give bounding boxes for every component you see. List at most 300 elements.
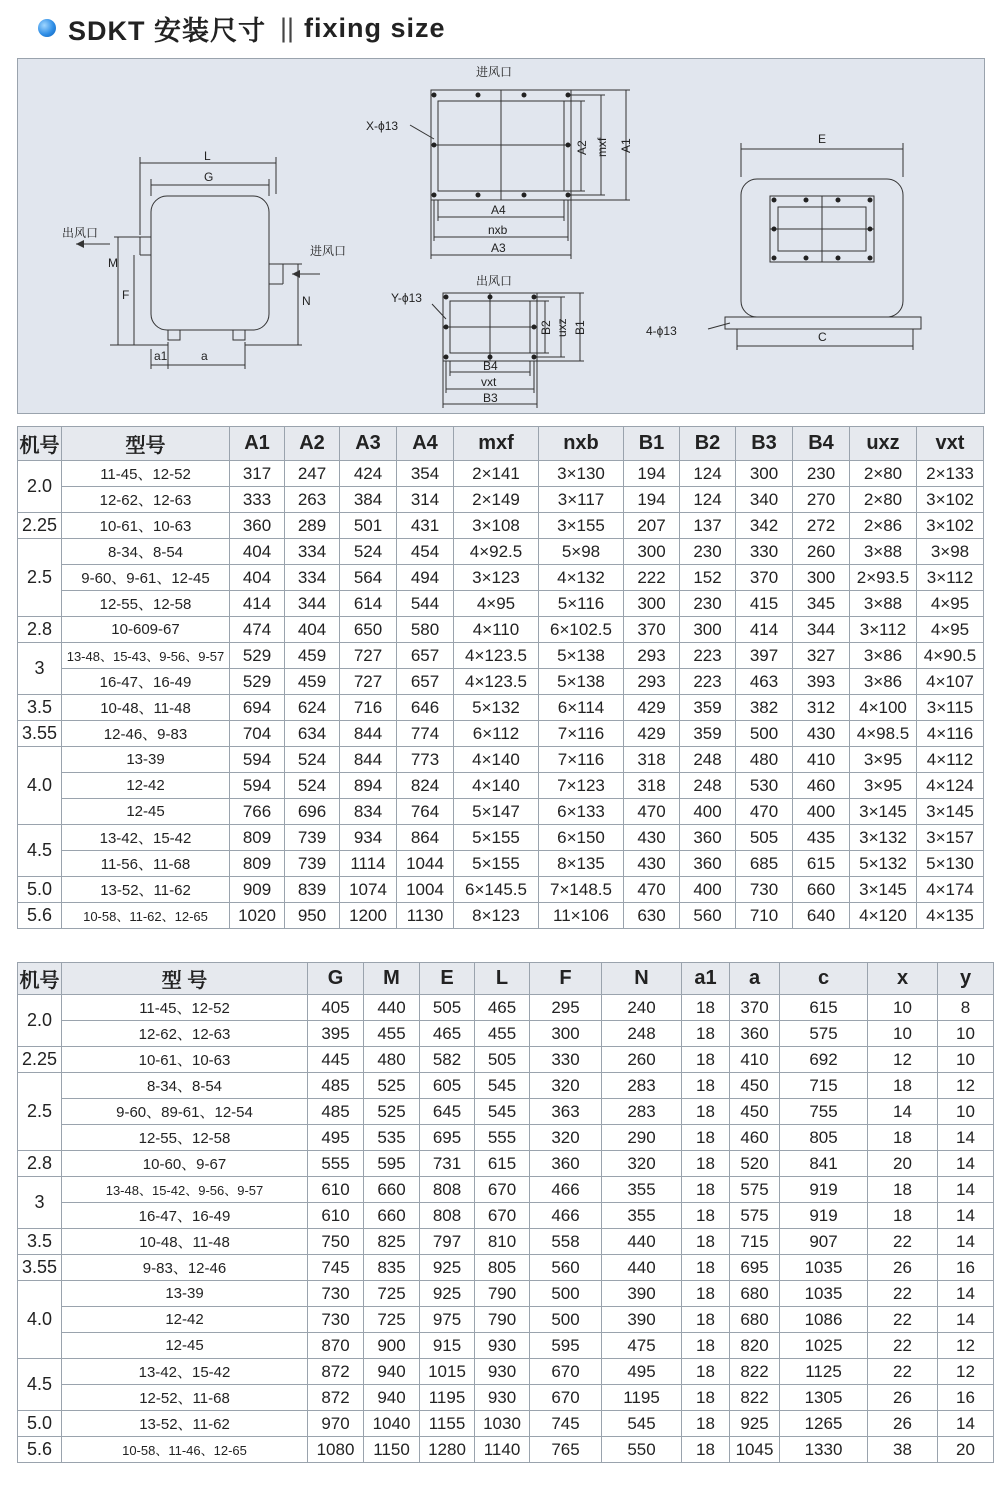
table-row [18,513,984,539]
machine-number-cell: 3.55 [18,721,62,747]
value-cell: 1155 [420,1411,475,1437]
machine-number-cell: 4.5 [18,1359,62,1411]
column-header: A1 [230,427,285,461]
value-cell: 495 [308,1125,364,1151]
machine-number-cell: 5.0 [18,1411,62,1437]
label-inlet-side: 进风口 [310,244,347,258]
value-cell: 8×135 [539,851,624,877]
value-cell: 529 [230,643,285,669]
value-cell: 6×102.5 [539,617,624,643]
value-cell: 6×145.5 [454,877,539,903]
model-cell: 10-609-67 [62,617,230,643]
value-cell: 4×92.5 [454,539,539,565]
value-cell: 300 [680,617,736,643]
value-cell: 270 [793,487,850,513]
value-cell: 333 [230,487,285,513]
table-row [18,1437,994,1463]
label-inlet-title: 进风口 [476,65,513,79]
value-cell: 20 [868,1151,938,1177]
value-cell: 680 [730,1307,780,1333]
value-cell: 2×133 [917,461,984,487]
value-cell: 615 [780,995,868,1021]
table-row [18,851,984,877]
value-cell: 495 [602,1359,682,1385]
value-cell: 657 [397,669,454,695]
table-row [18,695,984,721]
value-cell: 400 [793,799,850,825]
table-row [18,643,984,669]
machine-number-cell: 5.0 [18,877,62,903]
value-cell: 22 [868,1281,938,1307]
value-cell: 934 [340,825,397,851]
value-cell: 582 [420,1047,475,1073]
value-cell: 3×108 [454,513,539,539]
value-cell: 864 [397,825,454,851]
model-cell: 10-61、10-63 [62,1047,308,1073]
table-row [18,799,984,825]
value-cell: 765 [530,1437,602,1463]
value-cell: 470 [624,799,680,825]
value-cell: 465 [475,995,530,1021]
value-cell: 680 [730,1281,780,1307]
value-cell: 730 [308,1281,364,1307]
value-cell: 18 [682,995,730,1021]
value-cell: 18 [682,1021,730,1047]
value-cell: 646 [397,695,454,721]
table-row [18,1203,994,1229]
model-cell: 16-47、16-49 [62,669,230,695]
machine-number-cell: 5.6 [18,903,62,929]
value-cell: 10 [938,1099,994,1125]
value-cell: 580 [397,617,454,643]
value-cell: 950 [285,903,340,929]
value-cell: 925 [420,1255,475,1281]
column-header: B3 [736,427,793,461]
value-cell: 695 [420,1125,475,1151]
column-header: 型号 [62,427,230,461]
value-cell: 395 [308,1021,364,1047]
value-cell: 1080 [308,1437,364,1463]
label-M: M [108,256,118,270]
value-cell: 930 [475,1333,530,1359]
value-cell: 650 [340,617,397,643]
value-cell: 223 [680,669,736,695]
value-cell: 907 [780,1229,868,1255]
value-cell: 501 [340,513,397,539]
value-cell: 7×116 [539,721,624,747]
value-cell: 10 [868,995,938,1021]
model-cell: 13-42、15-42 [62,1359,308,1385]
value-cell: 466 [530,1177,602,1203]
value-cell: 18 [682,1255,730,1281]
value-cell: 10 [938,1047,994,1073]
value-cell: 670 [530,1359,602,1385]
value-cell: 544 [397,591,454,617]
value-cell: 820 [730,1333,780,1359]
value-cell: 730 [308,1307,364,1333]
label-B4: B4 [483,359,498,373]
value-cell: 500 [736,721,793,747]
value-cell: 710 [736,903,793,929]
label-A4: A4 [491,203,506,217]
value-cell: 560 [530,1255,602,1281]
column-header: c [780,963,868,995]
value-cell: 909 [230,877,285,903]
value-cell: 727 [340,669,397,695]
value-cell: 12 [938,1333,994,1359]
value-cell: 615 [475,1151,530,1177]
value-cell: 1035 [780,1255,868,1281]
value-cell: 6×114 [539,695,624,721]
value-cell: 410 [730,1047,780,1073]
value-cell: 3×123 [454,565,539,591]
value-cell: 18 [868,1125,938,1151]
value-cell: 725 [364,1281,420,1307]
value-cell: 530 [736,773,793,799]
value-cell: 463 [736,669,793,695]
value-cell: 810 [475,1229,530,1255]
value-cell: 595 [530,1333,602,1359]
value-cell: 660 [364,1203,420,1229]
value-cell: 500 [530,1307,602,1333]
value-cell: 3×112 [917,565,984,591]
value-cell: 293 [624,643,680,669]
value-cell: 18 [682,1047,730,1073]
value-cell: 692 [780,1047,868,1073]
value-cell: 4×123.5 [454,669,539,695]
value-cell: 1330 [780,1437,868,1463]
value-cell: 400 [680,799,736,825]
value-cell: 14 [938,1411,994,1437]
value-cell: 360 [680,825,736,851]
value-cell: 137 [680,513,736,539]
model-cell: 10-58、11-46、12-65 [62,1437,308,1463]
value-cell: 230 [793,461,850,487]
value-cell: 248 [680,773,736,799]
value-cell: 505 [475,1047,530,1073]
value-cell: 124 [680,487,736,513]
value-cell: 4×95 [917,617,984,643]
column-header: A3 [340,427,397,461]
column-header: B4 [793,427,850,461]
value-cell: 797 [420,1229,475,1255]
value-cell: 431 [397,513,454,539]
table-2-header [18,963,994,995]
table-row [18,877,984,903]
value-cell: 318 [624,747,680,773]
label-C: C [818,330,827,344]
value-cell: 207 [624,513,680,539]
value-cell: 460 [793,773,850,799]
value-cell: 805 [475,1255,530,1281]
value-cell: 14 [938,1177,994,1203]
column-header: 型 号 [62,963,308,995]
value-cell: 248 [602,1021,682,1047]
value-cell: 575 [730,1203,780,1229]
value-cell: 841 [780,1151,868,1177]
label-A1: A1 [619,138,633,153]
value-cell: 970 [308,1411,364,1437]
value-cell: 16 [938,1385,994,1411]
value-cell: 575 [730,1177,780,1203]
value-cell: 3×102 [917,487,984,513]
model-cell: 11-45、12-52 [62,461,230,487]
value-cell: 390 [602,1281,682,1307]
value-cell: 455 [475,1021,530,1047]
value-cell: 1140 [475,1437,530,1463]
value-cell: 685 [736,851,793,877]
machine-number-cell: 4.0 [18,747,62,825]
value-cell: 3×95 [850,747,917,773]
machine-number-cell: 2.25 [18,513,62,539]
model-cell: 12-62、12-63 [62,1021,308,1047]
value-cell: 715 [730,1229,780,1255]
value-cell: 5×147 [454,799,539,825]
machine-number-cell: 3.55 [18,1255,62,1281]
model-cell: 10-61、10-63 [62,513,230,539]
value-cell: 610 [308,1203,364,1229]
value-cell: 595 [364,1151,420,1177]
value-cell: 900 [364,1333,420,1359]
column-header: 机号 [18,427,62,461]
value-cell: 14 [938,1307,994,1333]
label-base-holes: 4-ϕ13 [646,324,677,338]
value-cell: 247 [285,461,340,487]
column-header: N [602,963,682,995]
value-cell: 524 [285,747,340,773]
machine-number-cell: 3 [18,1177,62,1229]
value-cell: 808 [420,1203,475,1229]
value-cell: 808 [420,1177,475,1203]
value-cell: 18 [682,1073,730,1099]
value-cell: 773 [397,747,454,773]
value-cell: 494 [397,565,454,591]
value-cell: 550 [602,1437,682,1463]
table-row [18,1255,994,1281]
value-cell: 230 [680,539,736,565]
model-cell: 9-83、12-46 [62,1255,308,1281]
value-cell: 440 [602,1229,682,1255]
model-cell: 13-39 [62,747,230,773]
value-cell: 4×132 [539,565,624,591]
value-cell: 6×150 [539,825,624,851]
value-cell: 3×145 [917,799,984,825]
model-cell: 8-34、8-54 [62,1073,308,1099]
value-cell: 4×140 [454,747,539,773]
value-cell: 824 [397,773,454,799]
column-header: B1 [624,427,680,461]
value-cell: 7×116 [539,747,624,773]
value-cell: 2×86 [850,513,917,539]
label-a1: a1 [154,349,168,363]
value-cell: 22 [868,1307,938,1333]
value-cell: 529 [230,669,285,695]
value-cell: 3×88 [850,539,917,565]
value-cell: 1074 [340,877,397,903]
machine-number-cell: 2.8 [18,1151,62,1177]
value-cell: 293 [624,669,680,695]
model-cell: 12-62、12-63 [62,487,230,513]
value-cell: 3×115 [917,695,984,721]
value-cell: 930 [475,1359,530,1385]
dimension-table-1 [17,426,984,929]
table-row [18,1125,994,1151]
table-row [18,1307,994,1333]
model-cell: 12-42 [62,1307,308,1333]
model-cell: 12-45 [62,799,230,825]
column-header: y [938,963,994,995]
value-cell: 454 [397,539,454,565]
value-cell: 844 [340,721,397,747]
value-cell: 460 [730,1125,780,1151]
table-row [18,721,984,747]
value-cell: 26 [868,1255,938,1281]
table-row [18,995,994,1021]
value-cell: 194 [624,487,680,513]
value-cell: 485 [308,1073,364,1099]
value-cell: 470 [624,877,680,903]
value-cell: 459 [285,643,340,669]
value-cell: 2×80 [850,487,917,513]
column-header: B2 [680,427,736,461]
value-cell: 14 [938,1151,994,1177]
value-cell: 564 [340,565,397,591]
value-cell: 475 [602,1333,682,1359]
value-cell: 300 [530,1021,602,1047]
table-row [18,1411,994,1437]
value-cell: 22 [868,1359,938,1385]
value-cell: 575 [780,1021,868,1047]
value-cell: 360 [530,1151,602,1177]
value-cell: 919 [780,1177,868,1203]
value-cell: 1020 [230,903,285,929]
value-cell: 340 [736,487,793,513]
column-header: L [475,963,530,995]
machine-number-cell: 2.5 [18,539,62,617]
label-x-holes: X-ϕ13 [366,119,399,133]
value-cell: 930 [475,1385,530,1411]
value-cell: 360 [230,513,285,539]
label-mxf: mxf [595,137,609,157]
value-cell: 925 [730,1411,780,1437]
column-header: M [364,963,420,995]
value-cell: 5×138 [539,643,624,669]
machine-number-cell: 3.5 [18,695,62,721]
value-cell: 716 [340,695,397,721]
label-y-holes: Y-ϕ13 [391,291,422,305]
value-cell: 14 [938,1125,994,1151]
value-cell: 1195 [420,1385,475,1411]
value-cell: 1015 [420,1359,475,1385]
value-cell: 440 [602,1255,682,1281]
value-cell: 605 [420,1073,475,1099]
value-cell: 3×98 [917,539,984,565]
value-cell: 694 [230,695,285,721]
value-cell: 12 [938,1073,994,1099]
value-cell: 5×138 [539,669,624,695]
value-cell: 415 [736,591,793,617]
value-cell: 2×141 [454,461,539,487]
title-separator: || [280,12,295,43]
value-cell: 750 [308,1229,364,1255]
value-cell: 3×145 [850,799,917,825]
machine-number-cell: 5.6 [18,1437,62,1463]
value-cell: 822 [730,1359,780,1385]
value-cell: 405 [308,995,364,1021]
value-cell: 809 [230,851,285,877]
model-cell: 12-55、12-58 [62,591,230,617]
value-cell: 1004 [397,877,454,903]
value-cell: 670 [530,1385,602,1411]
value-cell: 725 [364,1307,420,1333]
value-cell: 300 [736,461,793,487]
value-cell: 318 [624,773,680,799]
value-cell: 22 [868,1229,938,1255]
value-cell: 500 [530,1281,602,1307]
table-row [18,461,984,487]
table-row [18,825,984,851]
value-cell: 354 [397,461,454,487]
value-cell: 4×174 [917,877,984,903]
value-cell: 715 [780,1073,868,1099]
value-cell: 3×132 [850,825,917,851]
value-cell: 670 [475,1203,530,1229]
value-cell: 4×140 [454,773,539,799]
value-cell: 272 [793,513,850,539]
value-cell: 429 [624,695,680,721]
value-cell: 327 [793,643,850,669]
value-cell: 8 [938,995,994,1021]
value-cell: 634 [285,721,340,747]
value-cell: 614 [340,591,397,617]
label-B2: B2 [539,320,553,335]
value-cell: 3×86 [850,669,917,695]
value-cell: 465 [420,1021,475,1047]
value-cell: 300 [624,539,680,565]
value-cell: 440 [364,995,420,1021]
column-header: F [530,963,602,995]
value-cell: 940 [364,1359,420,1385]
value-cell: 1040 [364,1411,420,1437]
model-cell: 10-60、9-67 [62,1151,308,1177]
machine-number-cell: 2.5 [18,1073,62,1151]
table-row [18,1359,994,1385]
value-cell: 805 [780,1125,868,1151]
value-cell: 925 [420,1281,475,1307]
value-cell: 894 [340,773,397,799]
value-cell: 1280 [420,1437,475,1463]
model-cell: 13-42、15-42 [62,825,230,851]
table-row [18,487,984,513]
table-row [18,1333,994,1359]
column-header: mxf [454,427,539,461]
value-cell: 263 [285,487,340,513]
value-cell: 872 [308,1359,364,1385]
machine-number-cell: 4.0 [18,1281,62,1359]
table-row [18,1021,994,1047]
value-cell: 3×95 [850,773,917,799]
table-row [18,669,984,695]
value-cell: 320 [530,1073,602,1099]
model-cell: 8-34、8-54 [62,539,230,565]
value-cell: 975 [420,1307,475,1333]
table-row [18,903,984,929]
model-cell: 12-52、11-68 [62,1385,308,1411]
value-cell: 4×90.5 [917,643,984,669]
value-cell: 18 [682,1411,730,1437]
value-cell: 248 [680,747,736,773]
value-cell: 455 [364,1021,420,1047]
